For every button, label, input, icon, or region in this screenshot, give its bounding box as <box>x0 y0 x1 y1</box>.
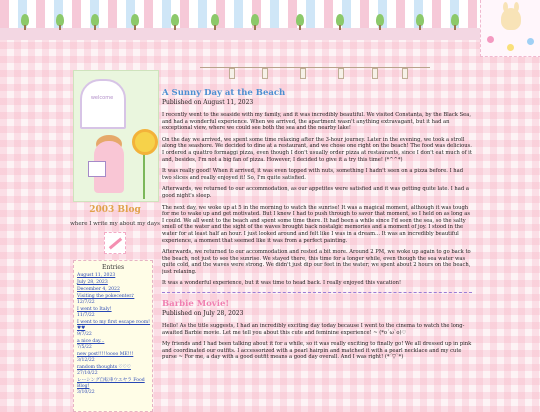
entry-item[interactable] <box>77 352 152 364</box>
post-paragraph: The next day, we woke up at 5 in the morning to watch the sunrise! It was a magical moment, although it was tough for me to wake up and get motivated. But I knew I had to push through to savor that moment, so I held on as long as I could. We all went to the beach and spent some time there. It had been a while since I'd seen the sea, so the salty smell of the water and the sight of the waves brought back nostalgic memories and a moment of joy. I stood in the water for at least half an hour. I just looked around and felt like I was in a dream... It was an incredibly beautiful experience, a moment that seemed like it was from a perfect painting. <box>162 204 471 244</box>
post-paragraph: I recently went to the seaside with my family, and it was incredibly beautiful. We visited Constanța, by the Black Sea, and had a wonderful experience. When we arrived, the apartment wasn't anything extravagant, but it had an exceptional view, where we could see both the sea and the nearby lake! <box>162 112 471 132</box>
post-feed <box>162 88 472 405</box>
entries-panel <box>73 260 153 412</box>
clothespin-icon <box>262 68 268 79</box>
entry-date: 3/12/22 <box>77 358 95 363</box>
entry-item[interactable] <box>77 320 152 338</box>
post-date: Published on July 28, 2023 <box>162 310 244 318</box>
arched-window <box>80 79 126 129</box>
pencil-icon <box>109 238 122 250</box>
entry-link[interactable]: a nice day... <box>77 339 105 344</box>
clothespin-icon <box>372 68 378 79</box>
entry-link[interactable]: July 28, 2023 <box>77 280 108 285</box>
post-title[interactable]: A Sunny Day at the Beach <box>162 88 286 98</box>
sunflower-stem <box>143 151 145 199</box>
entry-item[interactable] <box>77 307 152 319</box>
entry-link[interactable]: December 4, 2022 <box>77 287 120 292</box>
bunny-icon <box>501 8 521 30</box>
clothespin-icon <box>300 68 306 79</box>
entry-link[interactable]: I went to my first escape room! ♥♥ <box>77 320 151 331</box>
blog-title: 2003 Blog <box>89 205 141 215</box>
entry-link[interactable]: random thoughts ♡♡♡ <box>77 365 131 370</box>
entry-link[interactable]: new post!!!!!oooo ME!!! <box>77 352 134 357</box>
clothespin-icon <box>338 68 344 79</box>
post-paragraph: Hello! As the title suggests, I had an incredibly exciting day today because I went to the cinema to watch the long-awaited Barbie movie. Let me tell you about this cute and feminine experience! ~ (*o´ω`o)♡ <box>162 323 465 336</box>
entry-date: 12/7/22 <box>77 300 95 305</box>
flower-icon <box>527 38 534 45</box>
clothespin-icon <box>229 68 235 79</box>
entry-item[interactable] <box>77 294 152 306</box>
welcome-sign: welcome <box>90 95 114 101</box>
post-paragraph: On the day we arrived, we spent some time relaxing after the 3-hour journey. Later in the evening, we took a stroll along the seashore. We decided to dine at a restaurant, and we chose one right on the beach! The food was delicious. I ordered a quattro formaggi pizza, even though I don't usually order pizza at restaurants, since I don't eat much of it and, besides, I'm not a big fan of pizza. However, I decided to give it a try this time! (*^^*) <box>162 136 472 163</box>
blog-tagline: where I write my about my days <box>70 221 160 227</box>
entry-link[interactable]: レーシング自転車ウエヤラ Food Blog! <box>77 378 145 389</box>
sunflower-icon <box>132 129 158 155</box>
post-paragraph: It was a wonderful experience, but it was time to head back. I really enjoyed this vacation! <box>162 280 402 287</box>
post-paragraph: Afterwards, we returned to our accommodation, as our appetites were satisfied and it was getting quite late. I had a good night's sleep. <box>162 186 469 199</box>
entry-link[interactable]: Visiting the pokecenter♪ <box>77 294 135 299</box>
entry-item[interactable] <box>77 365 152 377</box>
entry-link[interactable]: I went to Italy! <box>77 307 112 312</box>
flower-icon <box>487 36 494 43</box>
entry-date: 11/7/22 <box>77 313 95 318</box>
entries-list <box>77 273 152 396</box>
entry-date: 27/10/22 <box>77 371 98 376</box>
post-body <box>162 323 472 361</box>
post-date: Published on August 11, 2023 <box>162 99 254 106</box>
book-icon <box>88 161 106 177</box>
sidebar-illustration <box>73 70 159 202</box>
post-body <box>162 112 472 287</box>
entry-item[interactable] <box>77 339 152 351</box>
entry-item[interactable] <box>77 378 152 396</box>
clothespin-icon <box>402 68 408 79</box>
post-paragraph: It was really good! When it arrived, it was even topped with nuts, something I hadn't seen on a pizza before. I had two slices and really enjoyed it! So, I'm quite satisfied. <box>162 168 464 181</box>
pencil-badge <box>104 232 126 254</box>
entry-item[interactable] <box>77 273 152 279</box>
entries-heading: Entries <box>101 264 125 271</box>
banner-ground <box>0 28 540 40</box>
post-divider <box>162 292 472 293</box>
entry-date: 3/10/22 <box>77 390 95 395</box>
corner-decoration <box>480 0 540 57</box>
entry-item[interactable] <box>77 287 152 293</box>
blog-post <box>162 299 472 361</box>
post-paragraph: Afterwards, we returned to our accommodation and rested a bit more. Around 2 PM, we woke up again to go back to the beach, not just to see the sunrise. We stayed there, this time for a longer while, even though the sea water was quite cold, and the waves were strong. We didn't just dip our feet in the water; we spent about 2 hours on the beach, just relaxing. <box>162 249 471 275</box>
entry-link[interactable]: August 11, 2023 <box>77 273 116 278</box>
sidebar <box>70 70 160 405</box>
entry-date: 9/7/22 <box>77 332 92 337</box>
flower-icon <box>507 44 514 51</box>
entry-item[interactable] <box>77 280 152 286</box>
blog-post <box>162 88 472 287</box>
post-title[interactable]: Barbie Movie! <box>162 299 230 310</box>
entry-date: 7/5/22 <box>77 345 92 350</box>
post-paragraph: My friends and I had been talking about it for a while, so it was really exciting to finally go! We all dressed up in pink and coordinated our outfits. I accessorized with a pearl hairpin and matched it with a pearl necklace and my cute purse ~ For me, a day with a good outfit means a good day overall. And I was right! (*´▽`*) <box>162 341 472 361</box>
